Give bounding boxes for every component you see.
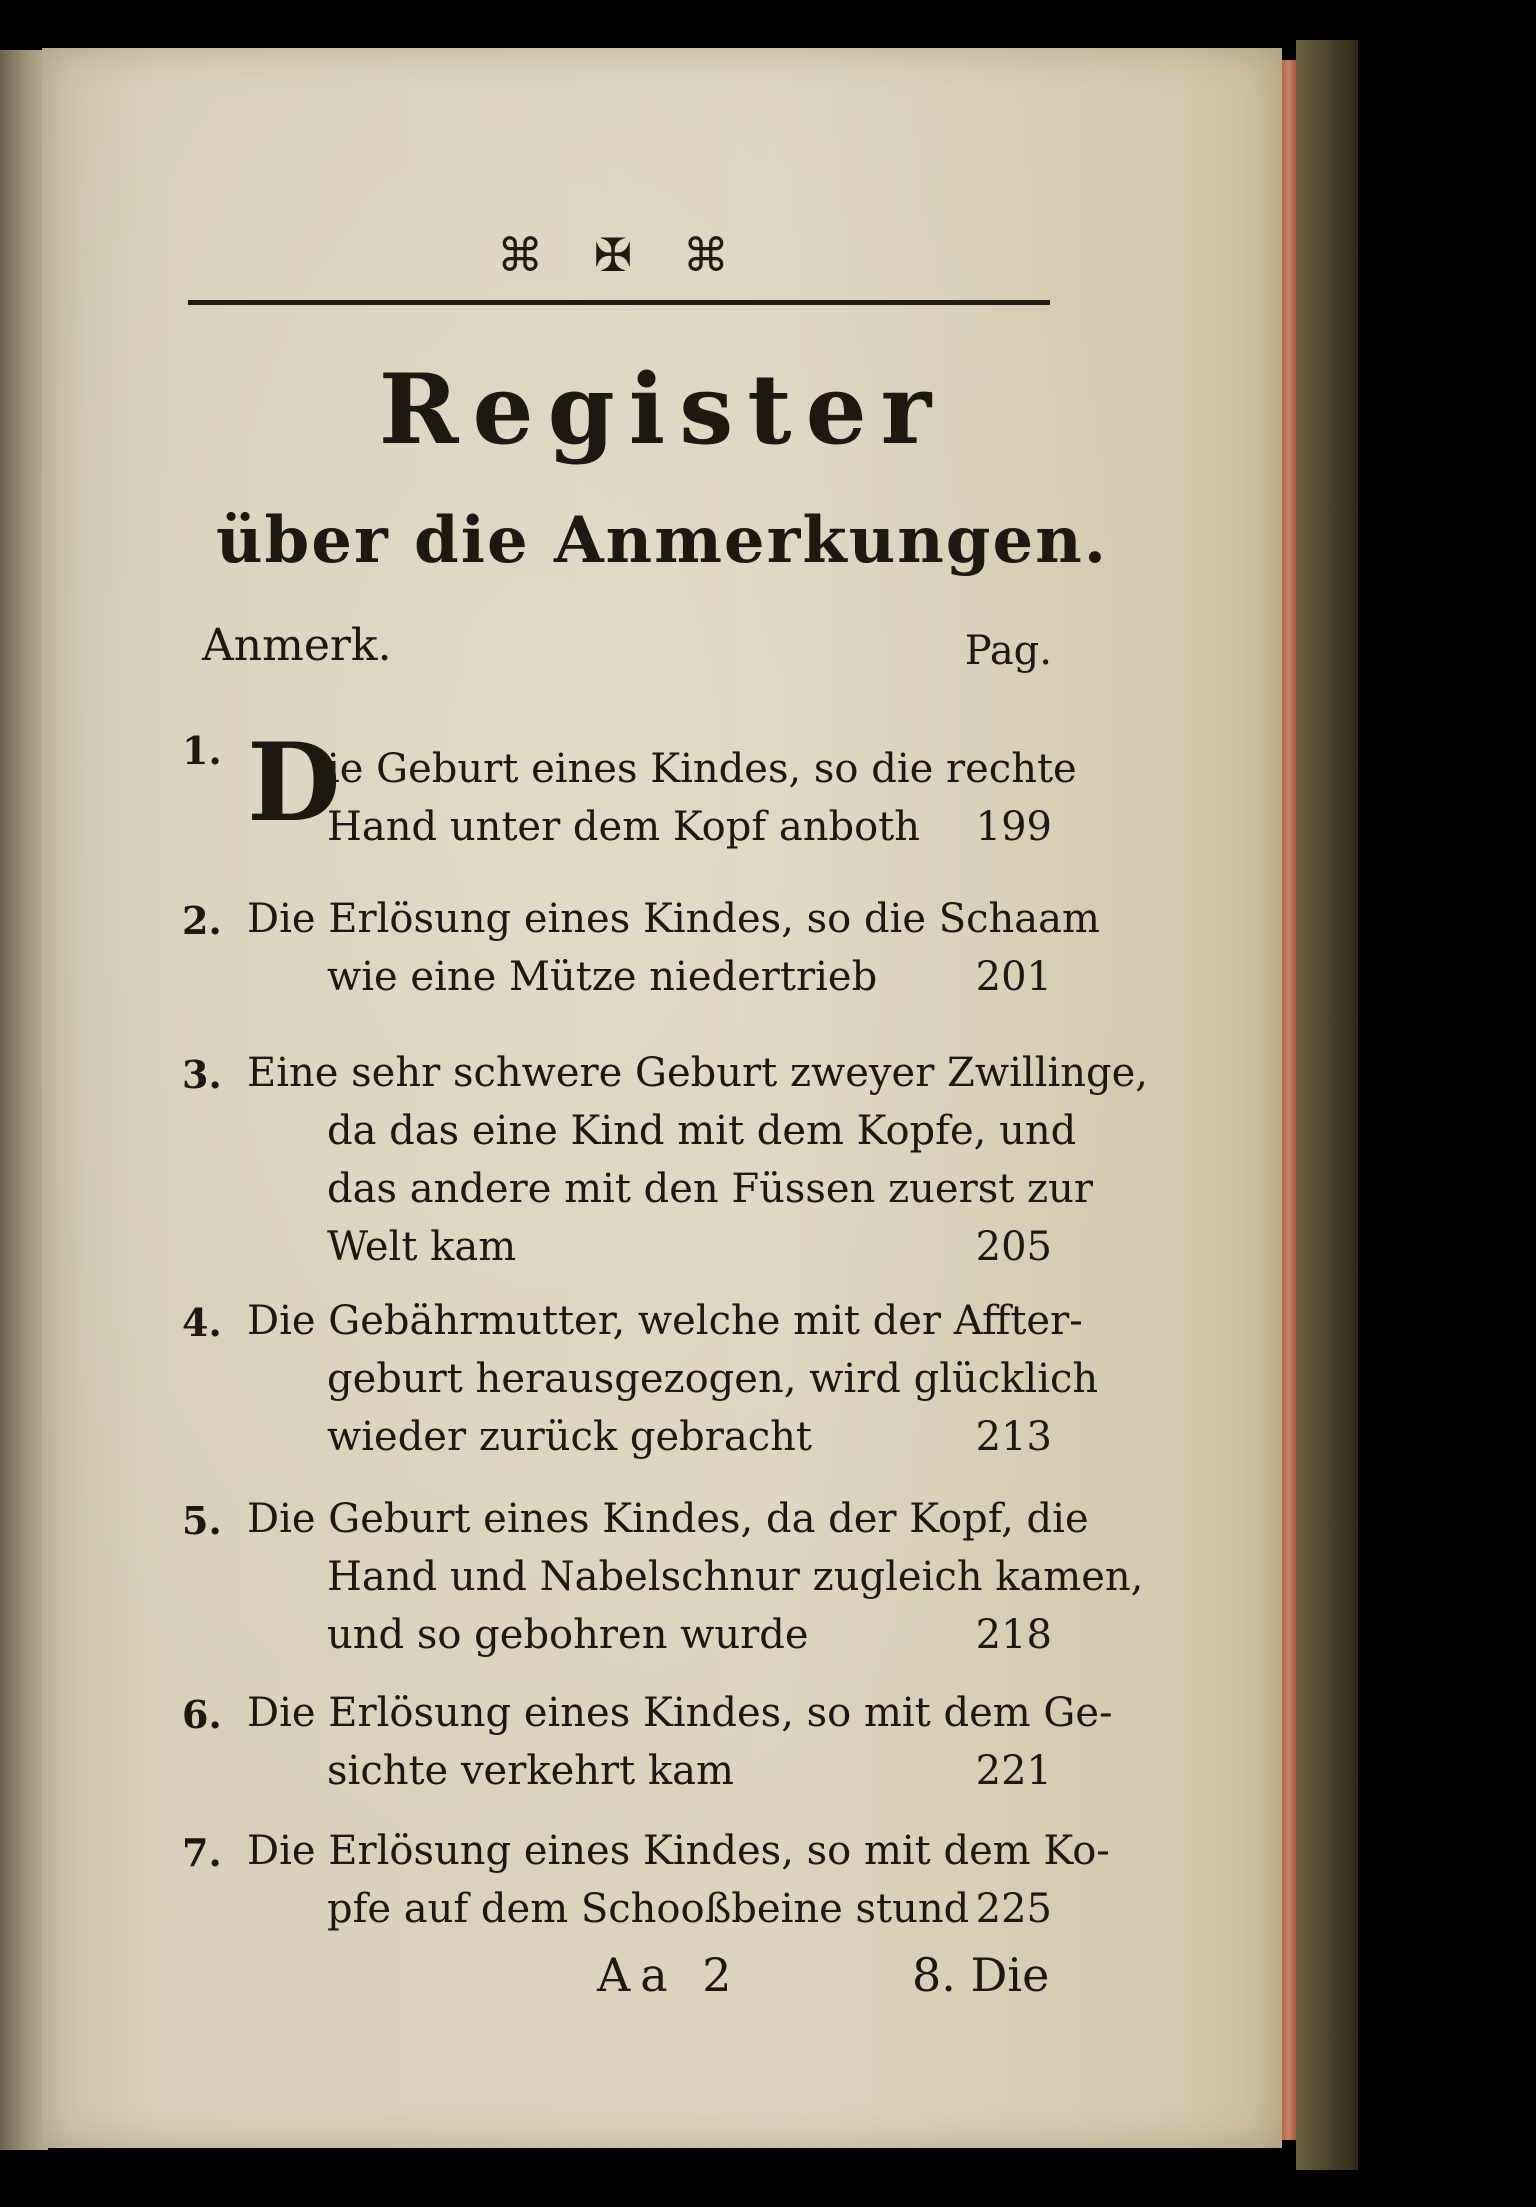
entry-page-number: 199 [975, 804, 1052, 850]
column-header-page: Pag. [964, 628, 1052, 674]
column-header-remark: Anmerk. [202, 620, 392, 671]
entry-page-number: 201 [975, 954, 1052, 1000]
entry-line: wie eine Mütze niedertrieb [327, 954, 878, 1000]
entry-line: Die Gebährmutter, welche mit der Affter- [247, 1298, 1083, 1344]
signature-mark: Aa 2 [597, 1948, 742, 2002]
entry-page-number: 205 [975, 1224, 1052, 1270]
entry-line: Welt kam [327, 1224, 517, 1270]
entry-number: 5. [182, 1498, 222, 1543]
entry-line: Hand unter dem Kopf anboth [327, 804, 920, 850]
entry-line: Die Erlösung eines Kindes, so die Schaam [247, 896, 1100, 942]
book-page [42, 48, 1282, 2148]
catchword: 8. Die [912, 1948, 1050, 2002]
entry-line: das andere mit den Füssen zuerst zur [327, 1166, 1093, 1212]
entry-line: sichte verkehrt kam [327, 1748, 734, 1794]
facing-page-edge [0, 50, 48, 2150]
entry-line: wieder zurück gebracht [327, 1414, 812, 1460]
entry-line: da das eine Kind mit dem Kopfe, und [327, 1108, 1077, 1154]
entry-number: 3. [182, 1052, 222, 1097]
entry-number: 4. [182, 1300, 222, 1345]
entry-line: Hand und Nabelschnur zugleich kamen, [327, 1554, 1144, 1600]
entry-page-number: 213 [975, 1414, 1052, 1460]
entry-number: 2. [182, 898, 222, 943]
entry-number: 7. [182, 1830, 222, 1875]
page-title: Register [378, 353, 946, 466]
red-page-edge [1282, 60, 1296, 2140]
page-subtitle: über die Anmerkungen. [215, 503, 1109, 578]
book-cover-edge [1296, 40, 1358, 2170]
entry-page-number: 225 [975, 1886, 1052, 1932]
printer-ornament: ⌘ ✠ ⌘ [497, 228, 747, 282]
entry-number: 6. [182, 1692, 222, 1737]
entry-line: Die Geburt eines Kindes, da der Kopf, die [247, 1496, 1089, 1542]
entry-page-number: 218 [975, 1612, 1052, 1658]
entry-line: ie Geburt eines Kindes, so die rechte [327, 746, 1077, 792]
entry-line: pfe auf dem Schooßbeine stund [327, 1886, 970, 1932]
entry-line: Die Erlösung eines Kindes, so mit dem Ko- [247, 1828, 1110, 1874]
entry-line: Eine sehr schwere Geburt zweyer Zwillinge, [247, 1050, 1148, 1096]
entry-page-number: 221 [975, 1748, 1052, 1794]
entry-line: und so gebohren wurde [327, 1612, 809, 1658]
header-rule [188, 300, 1050, 305]
entry-line: geburt herausgezogen, wird glücklich [327, 1356, 1099, 1402]
drop-cap: D [247, 720, 341, 846]
entry-number: 1. [182, 728, 222, 773]
entry-line: Die Erlösung eines Kindes, so mit dem Ge- [247, 1690, 1113, 1736]
